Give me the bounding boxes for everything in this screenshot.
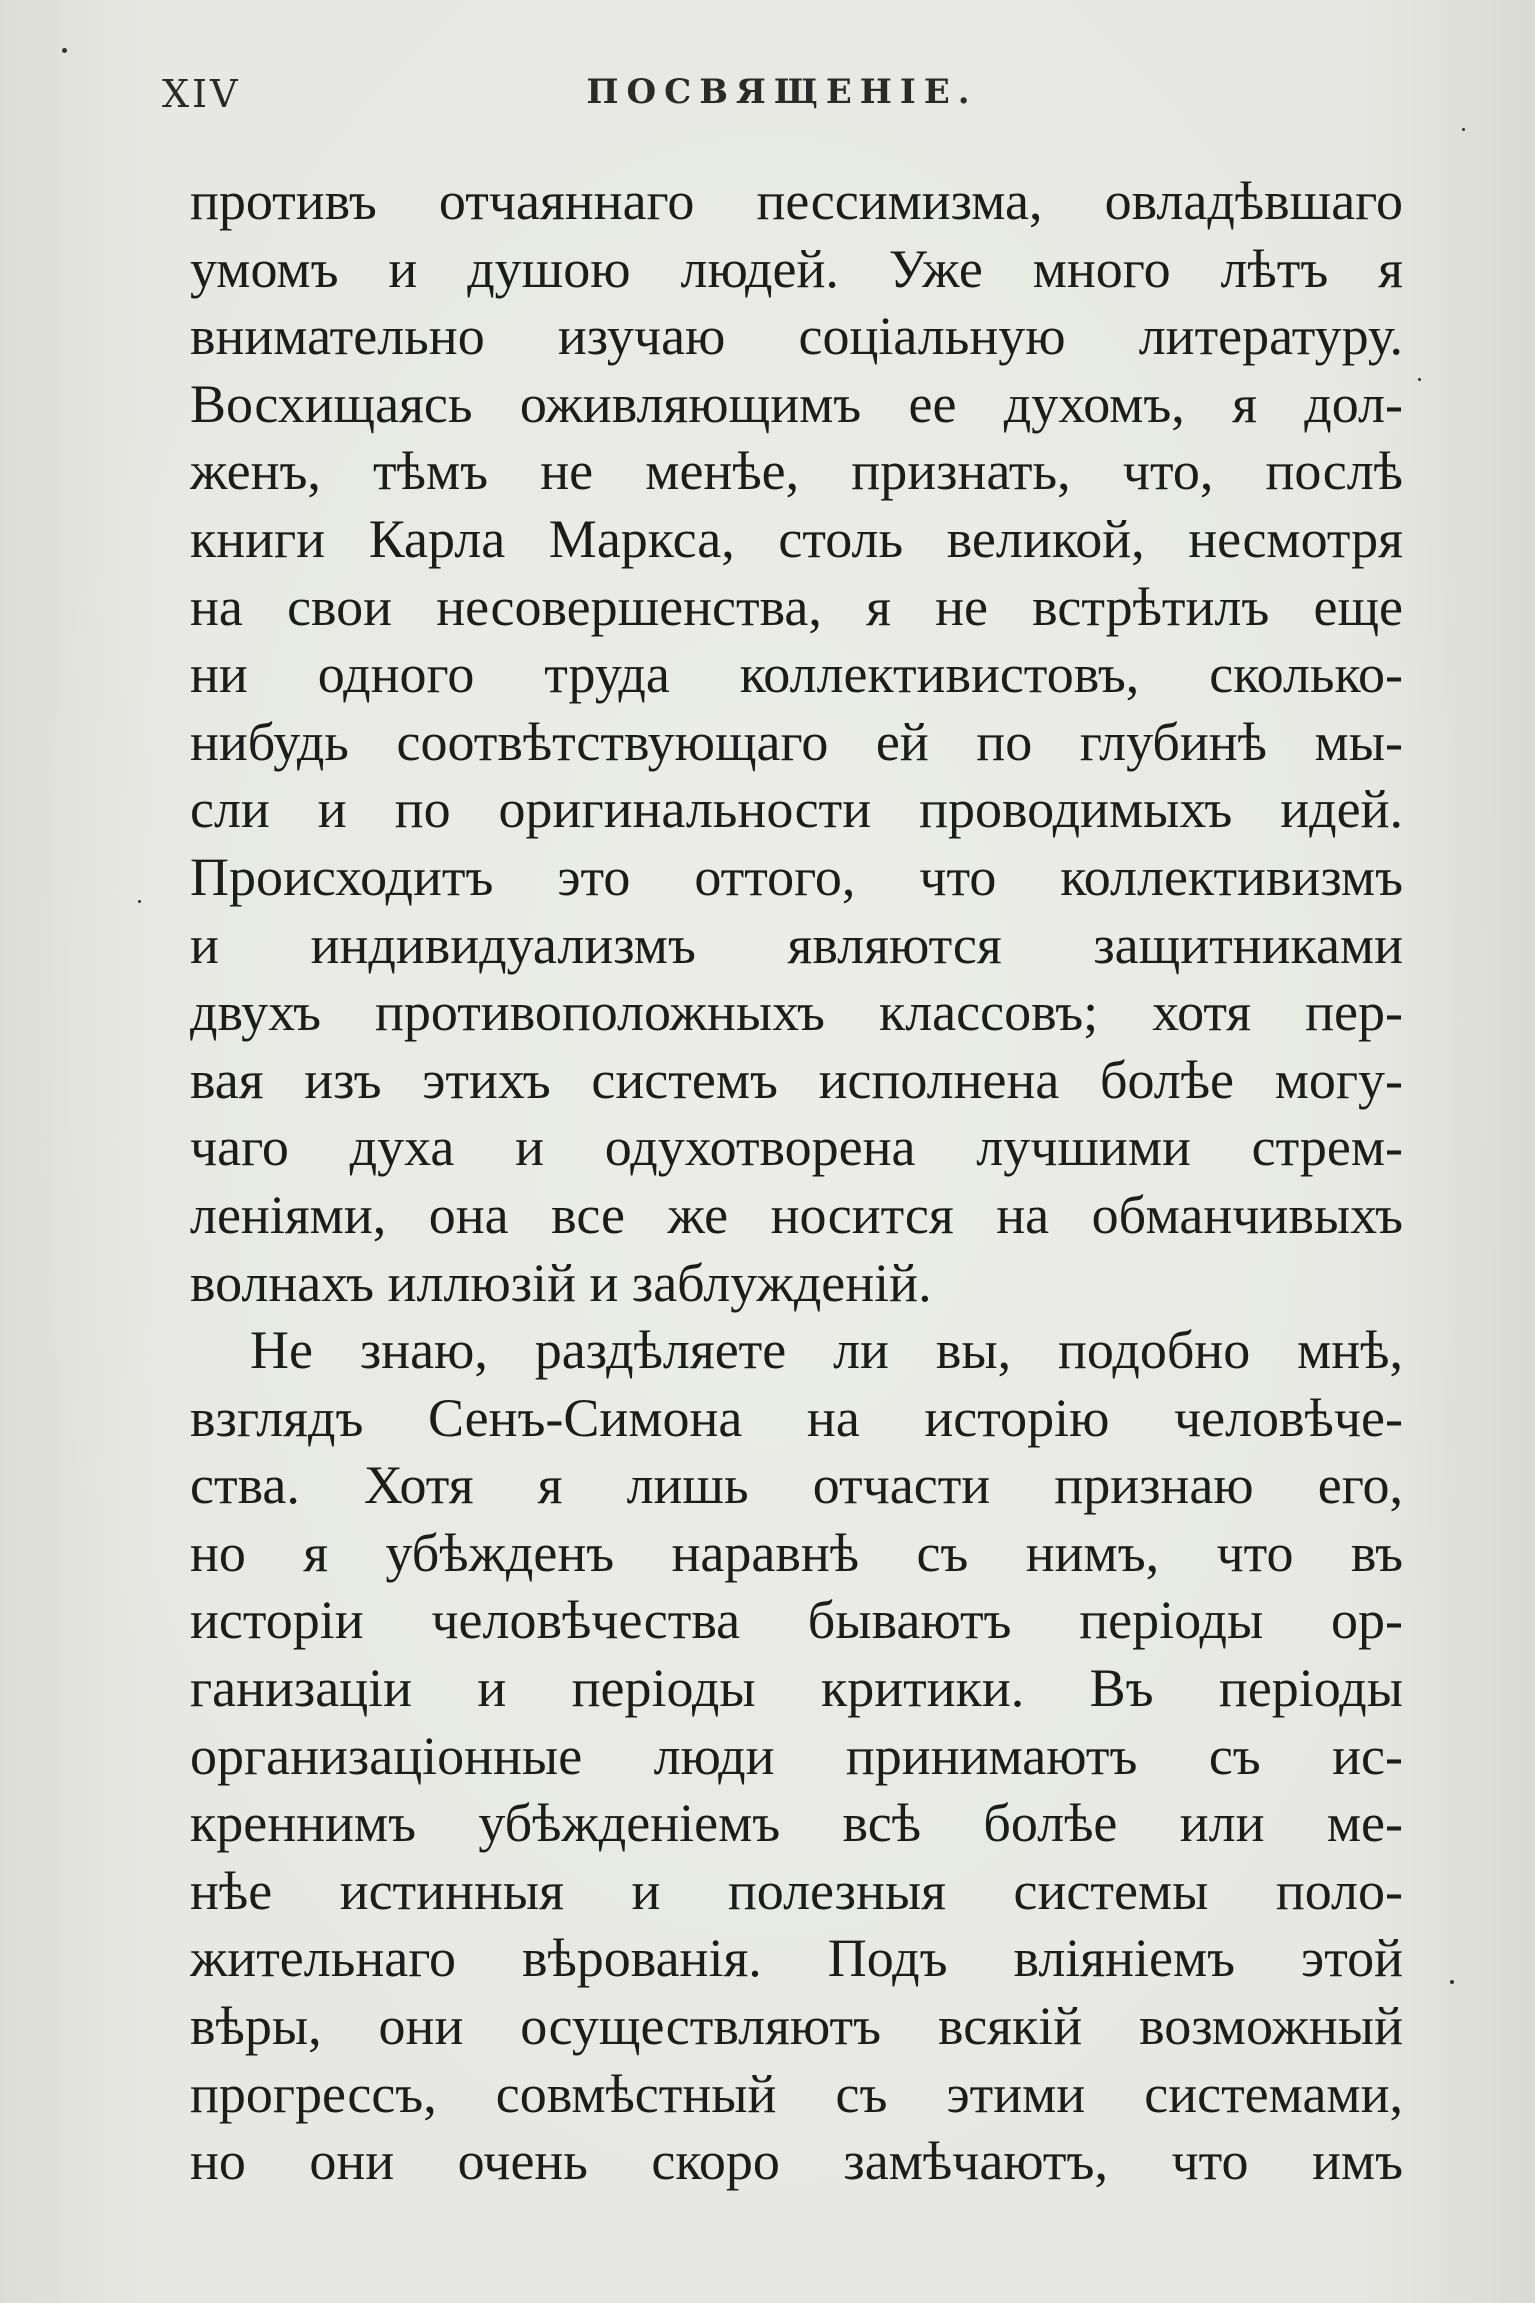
text-line: на свои несовершенства, я не встрѣтилъ еще — [190, 576, 1403, 637]
text-line: креннимъ убѣжденіемъ всѣ болѣе или ме- — [190, 1793, 1403, 1854]
text-line: нѣе истинныя и полезныя системы поло- — [190, 1860, 1403, 1921]
paragraph-1 — [190, 168, 1403, 1317]
text-line: леніями, она все же носится на обманчивыхъ — [190, 1184, 1403, 1245]
text-line: прогрессъ, совмѣстный съ этими системами, — [190, 2063, 1403, 2124]
text-line: книги Карла Маркса, столь великой, несмотря — [190, 508, 1403, 569]
text-line: ства. Хотя я лишь отчасти признаю его, — [190, 1455, 1403, 1516]
paper-speck — [62, 48, 67, 53]
text-line: женъ, тѣмъ не менѣе, признать, что, послѣ — [190, 441, 1403, 502]
paper-speck — [1462, 128, 1465, 131]
text-line: исторіи человѣчества бываютъ періоды ор- — [190, 1590, 1403, 1651]
text-line: нибудь соотвѣтствующаго ей по глубинѣ мы- — [190, 711, 1403, 772]
text-line: и индивидуализмъ являются защитниками — [190, 914, 1403, 975]
text-line: Происходитъ это оттого, что коллективизмъ — [190, 846, 1403, 907]
text-line: жительнаго вѣрованія. Подъ вліяніемъ этой — [190, 1928, 1403, 1989]
text-line: умомъ и душою людей. Уже много лѣтъ я — [190, 238, 1403, 299]
page-number: XIV — [162, 72, 241, 116]
paragraph-2 — [190, 1317, 1403, 2196]
text-line: Не знаю, раздѣляете ли вы, подобно мнѣ, — [250, 1320, 1403, 1381]
text-line: но я убѣжденъ наравнѣ съ нимъ, что въ — [190, 1522, 1403, 1583]
text-line: сли и по оригинальности проводимыхъ идей. — [190, 779, 1403, 840]
text-line: организаціонные люди принимаютъ съ ис- — [190, 1725, 1403, 1786]
text-line: двухъ противоположныхъ классовъ; хотя пер- — [190, 982, 1403, 1043]
text-line: ганизаціи и періоды критики. Въ періоды — [190, 1658, 1403, 1719]
text-line: волнахъ иллюзій и заблужденій. — [190, 1252, 932, 1313]
text-line: ни одного труда коллективистовъ, сколько- — [190, 644, 1403, 705]
page-header — [162, 72, 1402, 132]
text-line: Восхищаясь оживляющимъ ее духомъ, я дол- — [190, 373, 1403, 434]
text-line: вая изъ этихъ системъ исполнена болѣе могу- — [190, 1049, 1403, 1110]
text-line: противъ отчаяннаго пессимизма, овладѣвшаго — [190, 171, 1403, 231]
paper-speck — [1450, 1980, 1454, 1984]
text-line: чаго духа и одухотворена лучшими стрем- — [190, 1117, 1403, 1178]
text-line: вѣры, они осуществляютъ всякій возможный — [190, 1996, 1403, 2057]
running-title: ПОСВЯЩЕНІЕ. — [586, 72, 978, 112]
text-line: но они очень скоро замѣчаютъ, что имъ — [190, 2131, 1403, 2192]
paper-speck — [138, 900, 141, 903]
paper-speck — [1418, 378, 1421, 381]
text-line: внимательно изучаю соціальную литературу. — [190, 306, 1403, 367]
body-text — [190, 168, 1403, 2196]
text-line: взглядъ Сенъ-Симона на исторію человѣче- — [190, 1387, 1403, 1448]
